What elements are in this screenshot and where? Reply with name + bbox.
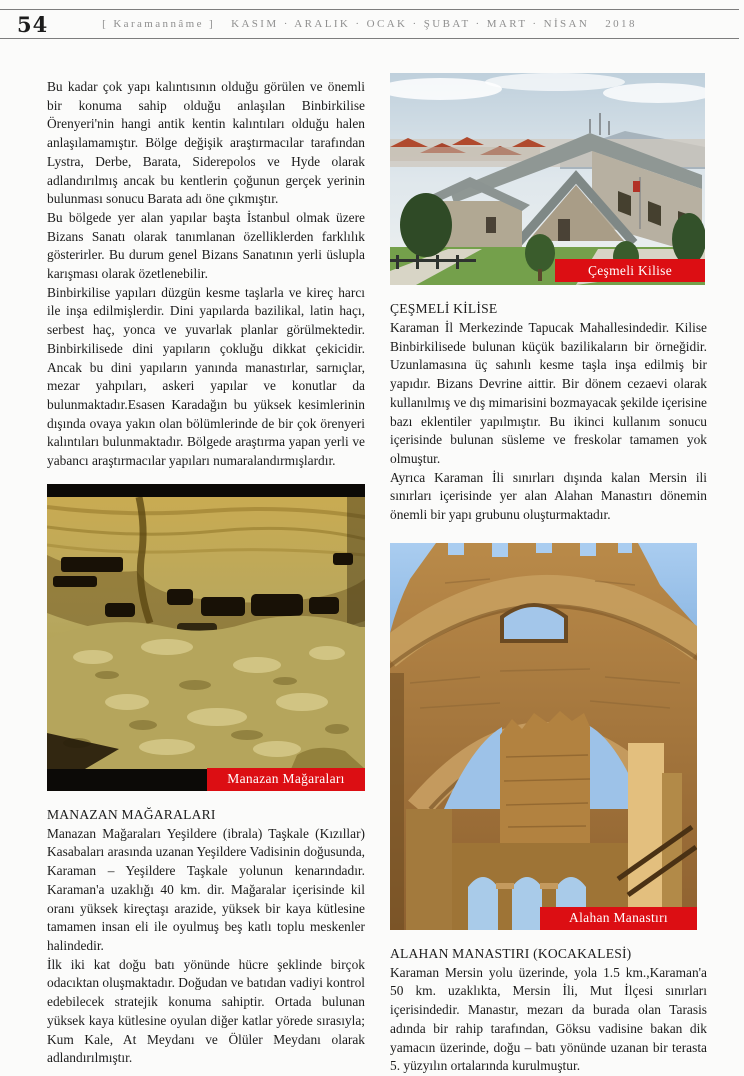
alahan-monastery-photo (390, 543, 697, 930)
section-heading-manazan: MANAZAN MAĞARALARI (47, 806, 216, 822)
photo-caption: Alahan Manastırı (540, 907, 697, 930)
photo-caption: Çeşmeli Kilise (555, 259, 705, 282)
running-header (0, 18, 739, 30)
paragraph: Manazan Mağaraları Yeşildere (ibrala) Taşkale (Kızıllar) Kasabaları arasında uzanan Yeşildere Vadisinin doğusunda, Karaman – Yeşildere Taşkale yolunun kenarındadır. Karaman'a uzaklığı 40 km. dir. Mağaralar içerisinde kil oranı yüksek kireçtaşı arazide, yüksek bir kaya kütlesine tamamen insan eli ile oyulmuş beş katlı toplu meskenler halindedir. (47, 825, 365, 953)
cesmeli-kilise-illustration (390, 73, 705, 285)
issue-year: 2018 (605, 18, 637, 30)
alahan-monastery-illustration (390, 543, 697, 930)
paragraph: Ayrıca Karaman İli sınırları dışında kalan Mersin ili sınırları içerisinde yer alan Alahan Manastırı dönemin önemli bir yapı grubunu oluşturmaktadır. (390, 469, 707, 523)
paragraph: İlk iki kat doğu batı yönünde hücre şeklinde birçok odacıktan oluşmaktadır. Doğudan ve batıdan vadiyi kontrol edebilecek stratejik konuma sahiptir. Ortada bulunan yüksek kaya kütlesine oyulan diğer katlar yörede sırasıyla; Kum Kale, At Meydanı ve Ölüler Meydanı olarak adlandırılmıştır. (47, 956, 365, 1066)
manazan-caves-photo (47, 484, 365, 791)
paragraph: Bu bölgede yer alan yapılar başta İstanbul olmak üzere Bizans Sanatı olarak tanımlanan özelliklerden farklılık gösterirler. Bu durum genel Bizans Sanatının yerli üslupla karışması olarak özetlenebilir. (47, 209, 365, 282)
manazan-caves-illustration (47, 497, 365, 769)
cesmeli-kilise-photo (390, 73, 705, 285)
section-heading-cesmeli: ÇEŞMELİ KİLİSE (390, 301, 498, 316)
photo-caption: Manazan Mağaraları (207, 768, 365, 791)
paragraph: Binbirkilise yapıları düzgün kesme taşlarla ve kireç harcı ile inşa edilmişlerdir. Dini yapılarda bazilikal, latin haçı, serbest haç, yonca ve yuvarlak planlar görülmektedir. Binbirkilisede dini yapıların çokluğu dikkat çekicidir. Ancak bu dini yapıların yanında manastırlar, sarnıçlar, mezar yahpıları, askeri yapılar ve konutlar da bulunmaktadır.Esasen Karadağın bu yüksek kesimlerinin dışında ovaya yakın olan bölümlerinde de bir çok örenyeri kalıntıları bulunmaktadır. Bölgede araştırma yapan yerli ve yabancı araştırmacılar yapıları numaralandırmışlardır. (47, 284, 365, 469)
journal-name: [ Karamannâme ] (102, 18, 216, 30)
section-heading-alahan: ALAHAN MANASTIRI (KOCAKALESİ) (390, 945, 632, 961)
paragraph: Karaman İl Merkezinde Tapucak Mahallesindedir. Kilise Binbirkilisede bulunan küçük bazilikaların bir örneğidir. Uzunlamasına üç sahınlı kesme taşla inşa edilmiş bir yapıdır. Bizans Devrine aittir. Bir dönem cezaevi olarak kullanılmış ve dış mimarisini bozmayacak şekilde içerisine bazı eklentiler yapılmıştır. Bu ikinci kullanım sonucu içerisinde bulunan süsleme ve freskolar tamamen yok olmuştur. (390, 320, 707, 466)
page-body (0, 39, 744, 1076)
paragraph: Bu kadar çok yapı kalıntısının olduğu görülen ve önemli bir konuma sahip olduğu anlaşılan Binbirkilise Örenyeri'nin hangi antik kentin kalıntıları olduğu halen anlaşılamamıştır. Bölge değişik araştırmacılar tarafından Lystra, Derbe, Barata, Siderepolos ve Hyde olarak adlandırılmış ancak bu kentlerin çoğunun gerçek yerinin bulunması sonucu Barata adı öne çıkmıştır. (47, 79, 365, 207)
issue-months: KASIM · ARALIK · OCAK · ŞUBAT · MART · NİSAN (231, 18, 590, 30)
page-number: 54 (17, 11, 49, 37)
paragraph: Karaman Mersin yolu üzerinde, yola 1.5 km.,Karaman'a 50 km. uzaklıkta, Mersin İli, Mut İlçesi sınırları içerisindedir. Manastır, mezarı da burada olan Tarasis adında bir rahip tarafından, Göksu vadisine bakan dik yamacın üzerinde, doğu – batı yönünde uzanan bir terasta 5. yüzyılın ortalarında kurulmuştur. (390, 964, 707, 1074)
left-column (47, 73, 365, 1076)
right-column (390, 73, 707, 1076)
page-header (0, 9, 739, 39)
